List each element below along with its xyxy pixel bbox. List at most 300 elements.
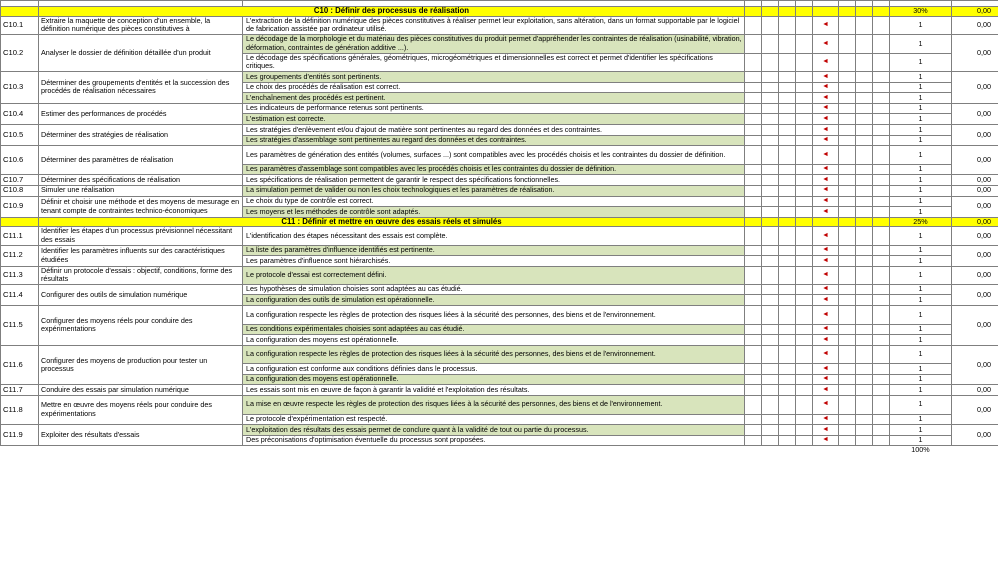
criterion-value[interactable]: 1	[890, 396, 952, 415]
check-cell[interactable]	[856, 146, 873, 165]
check-cell[interactable]	[762, 114, 779, 125]
criterion-value[interactable]: 1	[890, 245, 952, 256]
check-cell[interactable]	[762, 207, 779, 218]
check-cell[interactable]	[762, 175, 779, 186]
check-cell[interactable]	[762, 396, 779, 415]
blank-cell	[856, 446, 873, 455]
check-cell[interactable]	[873, 295, 890, 306]
criterion-value[interactable]: 1	[890, 146, 952, 165]
check-cell[interactable]	[839, 196, 856, 207]
arrow-left-icon: ◄	[813, 207, 839, 218]
criterion-value[interactable]: 1	[890, 256, 952, 267]
check-cell[interactable]	[796, 245, 813, 256]
competence-label: Déterminer des groupements d'entités et la succession des procédés de réalisation nécessaires	[39, 72, 243, 104]
check-cell[interactable]	[796, 306, 813, 325]
check-cell[interactable]	[839, 16, 856, 35]
check-cell[interactable]	[839, 35, 856, 54]
check-cell[interactable]	[745, 175, 762, 186]
check-cell[interactable]	[745, 125, 762, 136]
check-cell[interactable]	[856, 435, 873, 446]
check-cell[interactable]	[796, 16, 813, 35]
check-cell[interactable]	[745, 266, 762, 284]
criterion-value[interactable]: 1	[890, 435, 952, 446]
check-cell[interactable]	[839, 396, 856, 415]
arrow-left-icon: ◄	[813, 374, 839, 385]
check-cell[interactable]	[762, 435, 779, 446]
check-cell[interactable]	[762, 196, 779, 207]
blank-cell	[952, 446, 998, 455]
criterion-value[interactable]: 1	[890, 295, 952, 306]
competence-score: 0,00	[952, 35, 998, 72]
check-cell[interactable]	[745, 295, 762, 306]
check-cell[interactable]	[796, 414, 813, 425]
check-cell[interactable]	[779, 114, 796, 125]
check-cell[interactable]	[796, 185, 813, 196]
check-cell[interactable]	[873, 135, 890, 146]
check-cell[interactable]	[856, 324, 873, 335]
check-cell[interactable]	[873, 345, 890, 364]
check-cell[interactable]	[856, 53, 873, 72]
competence-score: 0,00	[952, 425, 998, 446]
check-cell[interactable]	[779, 396, 796, 415]
criterion-value[interactable]: 1	[890, 324, 952, 335]
check-cell[interactable]	[839, 185, 856, 196]
criterion-value[interactable]: 1	[890, 164, 952, 175]
check-cell[interactable]	[873, 284, 890, 295]
check-cell[interactable]	[762, 93, 779, 104]
check-cell[interactable]	[796, 35, 813, 54]
check-cell[interactable]	[856, 82, 873, 93]
check-cell[interactable]	[779, 16, 796, 35]
check-cell[interactable]	[873, 374, 890, 385]
check-cell[interactable]	[873, 324, 890, 335]
check-cell[interactable]	[873, 266, 890, 284]
check-cell[interactable]	[873, 227, 890, 245]
check-cell[interactable]	[779, 435, 796, 446]
check-cell[interactable]	[839, 266, 856, 284]
check-cell[interactable]	[779, 324, 796, 335]
check-cell[interactable]	[839, 114, 856, 125]
check-cell[interactable]	[873, 245, 890, 256]
check-cell[interactable]	[856, 266, 873, 284]
check-cell[interactable]	[873, 196, 890, 207]
check-cell[interactable]	[796, 425, 813, 436]
check-cell[interactable]	[873, 364, 890, 375]
check-cell[interactable]	[873, 16, 890, 35]
criterion-text: La mise en œuvre respecte les règles de protection des risques liées à la sécurité des personnes, des biens et de l'environnement.	[243, 396, 745, 415]
check-cell[interactable]	[839, 82, 856, 93]
check-cell[interactable]	[873, 125, 890, 136]
check-cell[interactable]	[839, 164, 856, 175]
check-cell[interactable]	[745, 256, 762, 267]
check-cell[interactable]	[839, 335, 856, 346]
check-cell[interactable]	[745, 425, 762, 436]
criterion-value[interactable]: 1	[890, 135, 952, 146]
check-cell[interactable]	[873, 335, 890, 346]
criterion-value[interactable]: 1	[890, 175, 952, 186]
criterion-value[interactable]: 1	[890, 196, 952, 207]
check-cell[interactable]	[762, 35, 779, 54]
blank-cell	[813, 446, 839, 455]
criterion-value[interactable]: 1	[890, 35, 952, 54]
check-cell[interactable]	[856, 425, 873, 436]
check-cell[interactable]	[873, 103, 890, 114]
check-cell[interactable]	[796, 396, 813, 415]
check-cell[interactable]	[856, 385, 873, 396]
check-cell[interactable]	[839, 284, 856, 295]
check-cell[interactable]	[796, 114, 813, 125]
criterion-value[interactable]: 1	[890, 306, 952, 325]
check-cell[interactable]	[856, 93, 873, 104]
check-cell[interactable]	[796, 135, 813, 146]
check-cell[interactable]	[839, 72, 856, 83]
competence-score: 0,00	[952, 385, 998, 396]
check-cell[interactable]	[762, 385, 779, 396]
check-cell[interactable]	[856, 374, 873, 385]
check-cell[interactable]	[779, 266, 796, 284]
check-cell[interactable]	[873, 114, 890, 125]
check-cell[interactable]	[796, 364, 813, 375]
check-cell[interactable]	[762, 256, 779, 267]
check-cell[interactable]	[796, 125, 813, 136]
check-cell[interactable]	[839, 385, 856, 396]
check-cell[interactable]	[856, 245, 873, 256]
criterion-value[interactable]: 1	[890, 284, 952, 295]
check-cell[interactable]	[779, 245, 796, 256]
check-cell[interactable]	[873, 256, 890, 267]
check-cell[interactable]	[839, 135, 856, 146]
check-cell[interactable]	[856, 284, 873, 295]
arrow-left-icon: ◄	[813, 196, 839, 207]
check-cell[interactable]	[796, 175, 813, 186]
check-cell[interactable]	[779, 385, 796, 396]
check-cell[interactable]	[779, 175, 796, 186]
check-cell[interactable]	[873, 207, 890, 218]
competence-label: Déterminer des spécifications de réalisation	[39, 175, 243, 186]
check-cell[interactable]	[745, 82, 762, 93]
check-cell[interactable]	[762, 414, 779, 425]
check-cell[interactable]	[839, 93, 856, 104]
check-cell[interactable]	[796, 196, 813, 207]
check-cell[interactable]	[762, 345, 779, 364]
check-cell[interactable]	[762, 284, 779, 295]
check-cell[interactable]	[856, 16, 873, 35]
check-cell[interactable]	[745, 135, 762, 146]
check-cell[interactable]	[796, 266, 813, 284]
check-cell[interactable]	[762, 16, 779, 35]
criterion-value[interactable]: 1	[890, 414, 952, 425]
check-cell[interactable]	[839, 175, 856, 186]
check-cell[interactable]	[745, 114, 762, 125]
criterion-value[interactable]: 1	[890, 345, 952, 364]
check-cell[interactable]	[779, 53, 796, 72]
check-cell[interactable]	[762, 146, 779, 165]
competence-label: Définir et choisir une méthode et des moyens de mesurage en tenant compte de contraintes technico-économiques	[39, 196, 243, 217]
criterion-value[interactable]: 1	[890, 227, 952, 245]
check-cell[interactable]	[856, 114, 873, 125]
check-cell[interactable]	[873, 82, 890, 93]
check-cell[interactable]	[745, 324, 762, 335]
criterion-value[interactable]: 1	[890, 125, 952, 136]
check-cell[interactable]	[779, 335, 796, 346]
check-cell[interactable]	[745, 185, 762, 196]
section-header-row	[1, 217, 998, 227]
check-cell[interactable]	[839, 414, 856, 425]
check-cell[interactable]	[745, 164, 762, 175]
check-cell[interactable]	[779, 374, 796, 385]
check-cell[interactable]	[873, 164, 890, 175]
check-cell[interactable]	[762, 306, 779, 325]
check-cell[interactable]	[762, 266, 779, 284]
check-cell[interactable]	[745, 196, 762, 207]
section-empty-cell	[813, 7, 839, 17]
criterion-text: Les paramètres d'influence sont hiérarchisés.	[243, 256, 745, 267]
check-cell[interactable]	[779, 185, 796, 196]
check-cell[interactable]	[779, 146, 796, 165]
criterion-value[interactable]: 1	[890, 53, 952, 72]
check-cell[interactable]	[873, 185, 890, 196]
competence-label: Mettre en œuvre des moyens réels pour conduire des expérimentations	[39, 396, 243, 425]
check-cell[interactable]	[745, 306, 762, 325]
check-cell[interactable]	[856, 414, 873, 425]
check-cell[interactable]	[839, 324, 856, 335]
check-cell[interactable]	[856, 306, 873, 325]
competence-label: Conduire des essais par simulation numérique	[39, 385, 243, 396]
check-cell[interactable]	[796, 335, 813, 346]
check-cell[interactable]	[745, 435, 762, 446]
check-cell[interactable]	[762, 53, 779, 72]
criterion-value[interactable]: 1	[890, 82, 952, 93]
check-cell[interactable]	[839, 374, 856, 385]
check-cell[interactable]	[779, 35, 796, 54]
check-cell[interactable]	[856, 196, 873, 207]
criterion-value[interactable]: 1	[890, 93, 952, 104]
check-cell[interactable]	[796, 164, 813, 175]
check-cell[interactable]	[779, 425, 796, 436]
check-cell[interactable]	[745, 53, 762, 72]
check-cell[interactable]	[745, 335, 762, 346]
check-cell[interactable]	[839, 227, 856, 245]
check-cell[interactable]	[762, 103, 779, 114]
check-cell[interactable]	[779, 295, 796, 306]
check-cell[interactable]	[856, 185, 873, 196]
check-cell[interactable]	[762, 227, 779, 245]
check-cell[interactable]	[779, 364, 796, 375]
criterion-value[interactable]: 1	[890, 425, 952, 436]
check-cell[interactable]	[762, 425, 779, 436]
check-cell[interactable]	[839, 146, 856, 165]
check-cell[interactable]	[762, 335, 779, 346]
check-cell[interactable]	[839, 364, 856, 375]
check-cell[interactable]	[873, 175, 890, 186]
check-cell[interactable]	[762, 125, 779, 136]
check-cell[interactable]	[873, 35, 890, 54]
check-cell[interactable]	[856, 103, 873, 114]
check-cell[interactable]	[839, 306, 856, 325]
check-cell[interactable]	[745, 93, 762, 104]
arrow-left-icon: ◄	[813, 256, 839, 267]
check-cell[interactable]	[856, 256, 873, 267]
check-cell[interactable]	[873, 306, 890, 325]
criterion-value[interactable]: 1	[890, 374, 952, 385]
check-cell[interactable]	[873, 425, 890, 436]
check-cell[interactable]	[745, 103, 762, 114]
criterion-text: Les spécifications de réalisation permettent de garantir le respect des spécifications fonctionnelles.	[243, 175, 745, 186]
check-cell[interactable]	[796, 295, 813, 306]
check-cell[interactable]	[779, 345, 796, 364]
check-cell[interactable]	[796, 227, 813, 245]
check-cell[interactable]	[745, 364, 762, 375]
check-cell[interactable]	[745, 396, 762, 415]
check-cell[interactable]	[873, 385, 890, 396]
check-cell[interactable]	[856, 72, 873, 83]
section-empty-cell	[813, 217, 839, 227]
check-cell[interactable]	[796, 146, 813, 165]
check-cell[interactable]	[796, 256, 813, 267]
check-cell[interactable]	[779, 72, 796, 83]
criterion-value[interactable]: 1	[890, 385, 952, 396]
check-cell[interactable]	[745, 227, 762, 245]
check-cell[interactable]	[779, 196, 796, 207]
criterion-value[interactable]: 1	[890, 207, 952, 218]
check-cell[interactable]	[839, 207, 856, 218]
check-cell[interactable]	[796, 72, 813, 83]
check-cell[interactable]	[762, 72, 779, 83]
check-cell[interactable]	[839, 103, 856, 114]
blank-cell	[762, 446, 779, 455]
criterion-value[interactable]: 1	[890, 266, 952, 284]
arrow-left-icon: ◄	[813, 82, 839, 93]
check-cell[interactable]	[873, 53, 890, 72]
criterion-value[interactable]: 1	[890, 72, 952, 83]
check-cell[interactable]	[745, 35, 762, 54]
check-cell[interactable]	[839, 53, 856, 72]
competence-code: C11.5	[1, 306, 39, 346]
check-cell[interactable]	[762, 245, 779, 256]
criterion-value[interactable]: 1	[890, 185, 952, 196]
check-cell[interactable]	[856, 396, 873, 415]
criterion-row	[1, 16, 998, 35]
section-title: C10 : Définir des processus de réalisation	[39, 7, 745, 17]
check-cell[interactable]	[762, 364, 779, 375]
check-cell[interactable]	[873, 414, 890, 425]
check-cell[interactable]	[796, 207, 813, 218]
check-cell[interactable]	[779, 207, 796, 218]
check-cell[interactable]	[839, 295, 856, 306]
check-cell[interactable]	[796, 53, 813, 72]
check-cell[interactable]	[779, 103, 796, 114]
check-cell[interactable]	[779, 284, 796, 295]
check-cell[interactable]	[762, 295, 779, 306]
criterion-row	[1, 266, 998, 284]
check-cell[interactable]	[745, 414, 762, 425]
check-cell[interactable]	[796, 435, 813, 446]
check-cell[interactable]	[745, 385, 762, 396]
competence-label: Analyser le dossier de définition détaillée d'un produit	[39, 35, 243, 72]
check-cell[interactable]	[873, 72, 890, 83]
check-cell[interactable]	[745, 374, 762, 385]
criterion-value[interactable]: 1	[890, 335, 952, 346]
check-cell[interactable]	[796, 345, 813, 364]
check-cell[interactable]	[779, 82, 796, 93]
check-cell[interactable]	[873, 435, 890, 446]
competence-label: Extraire la maquette de conception d'un ensemble, la définition numérique des pièces constitutives à	[39, 16, 243, 35]
criterion-row	[1, 227, 998, 245]
check-cell[interactable]	[796, 374, 813, 385]
check-cell[interactable]	[762, 164, 779, 175]
check-cell[interactable]	[762, 185, 779, 196]
check-cell[interactable]	[745, 72, 762, 83]
check-cell[interactable]	[762, 82, 779, 93]
check-cell[interactable]	[856, 164, 873, 175]
check-cell[interactable]	[796, 82, 813, 93]
criterion-value[interactable]: 1	[890, 103, 952, 114]
criterion-row	[1, 385, 998, 396]
competence-score: 0,00	[952, 196, 998, 217]
check-cell[interactable]	[796, 103, 813, 114]
check-cell[interactable]	[856, 295, 873, 306]
check-cell[interactable]	[779, 306, 796, 325]
check-cell[interactable]	[856, 227, 873, 245]
check-cell[interactable]	[779, 125, 796, 136]
check-cell[interactable]	[873, 146, 890, 165]
check-cell[interactable]	[796, 284, 813, 295]
check-cell[interactable]	[745, 284, 762, 295]
check-cell[interactable]	[856, 364, 873, 375]
check-cell[interactable]	[745, 207, 762, 218]
check-cell[interactable]	[856, 35, 873, 54]
check-cell[interactable]	[779, 164, 796, 175]
check-cell[interactable]	[856, 335, 873, 346]
check-cell[interactable]	[873, 93, 890, 104]
check-cell[interactable]	[839, 425, 856, 436]
criterion-value[interactable]: 1	[890, 364, 952, 375]
check-cell[interactable]	[856, 135, 873, 146]
check-cell[interactable]	[796, 93, 813, 104]
criterion-value[interactable]: 1	[890, 16, 952, 35]
competence-code: C11.1	[1, 227, 39, 245]
check-cell[interactable]	[745, 16, 762, 35]
criterion-text: Le choix du type de contrôle est correct.	[243, 196, 745, 207]
check-cell[interactable]	[779, 256, 796, 267]
check-cell[interactable]	[779, 135, 796, 146]
criterion-value[interactable]: 1	[890, 114, 952, 125]
check-cell[interactable]	[779, 93, 796, 104]
check-cell[interactable]	[762, 135, 779, 146]
check-cell[interactable]	[856, 125, 873, 136]
check-cell[interactable]	[856, 345, 873, 364]
check-cell[interactable]	[745, 146, 762, 165]
check-cell[interactable]	[796, 385, 813, 396]
check-cell[interactable]	[856, 207, 873, 218]
check-cell[interactable]	[839, 345, 856, 364]
competence-score: 0,00	[952, 16, 998, 35]
check-cell[interactable]	[796, 324, 813, 335]
check-cell[interactable]	[762, 324, 779, 335]
check-cell[interactable]	[762, 374, 779, 385]
check-cell[interactable]	[779, 227, 796, 245]
check-cell[interactable]	[839, 435, 856, 446]
check-cell[interactable]	[745, 245, 762, 256]
check-cell[interactable]	[839, 245, 856, 256]
check-cell[interactable]	[839, 256, 856, 267]
check-cell[interactable]	[856, 175, 873, 186]
check-cell[interactable]	[839, 125, 856, 136]
check-cell[interactable]	[745, 345, 762, 364]
check-cell[interactable]	[873, 396, 890, 415]
check-cell[interactable]	[779, 414, 796, 425]
competence-code: C10.6	[1, 146, 39, 175]
